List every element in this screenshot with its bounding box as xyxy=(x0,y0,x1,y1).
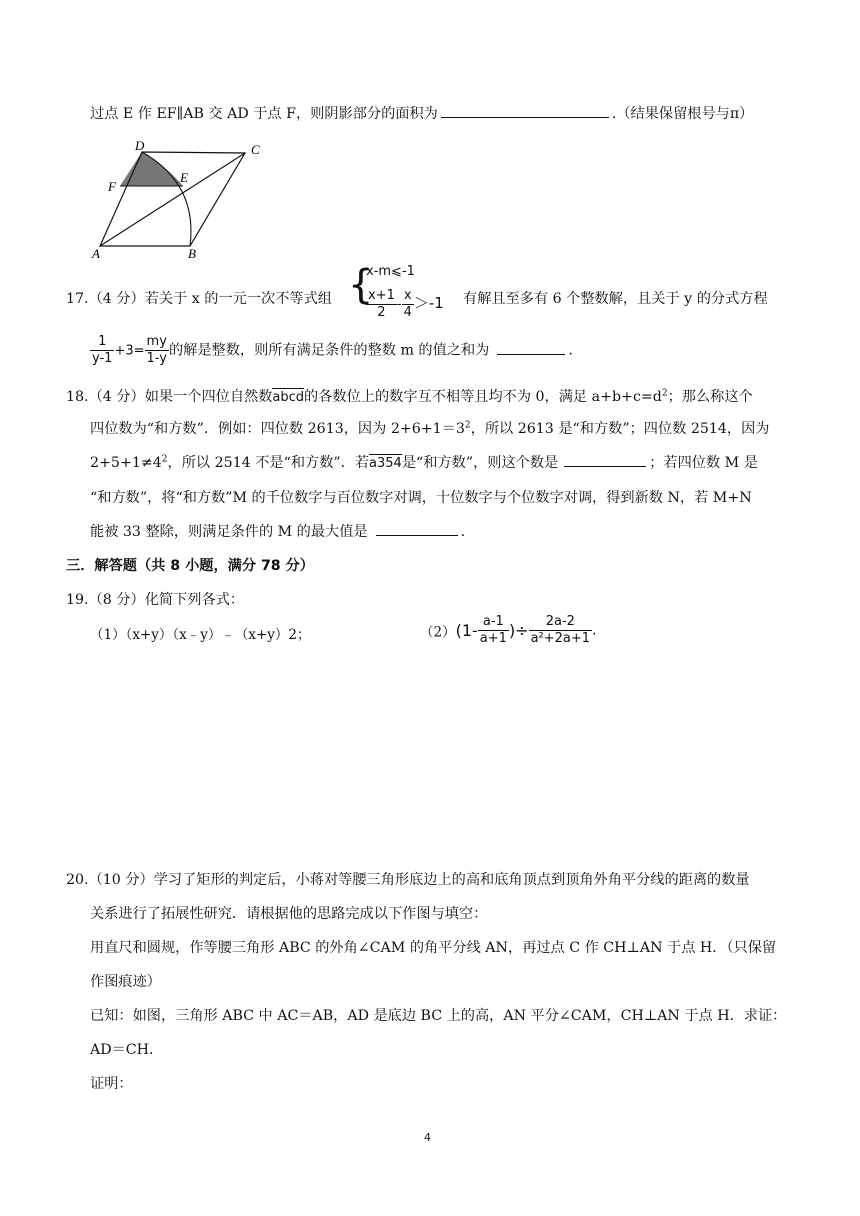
q18-answer-blank-1[interactable] xyxy=(564,452,646,467)
eq-frac2-num: my xyxy=(145,334,169,351)
ineq2-rhs: ＞-1 xyxy=(413,294,444,312)
q18-text-5b: . xyxy=(460,524,466,540)
q20-line7: 证明： xyxy=(90,1076,133,1092)
q19-f2-num: 2a-2 xyxy=(529,614,592,631)
ineq2-frac1-den: 2 xyxy=(377,305,386,320)
q20-line4: 作图痕迹） xyxy=(90,974,161,990)
q17-text1: 若关于 x 的一元一次不等式组 xyxy=(144,291,332,307)
ineq2-frac2-den: 4 xyxy=(403,305,412,320)
q20-line3: 用直尺和圆规，作等腰三角形 ABC 的外角∠CAM 的角平分线 AN，再过点 C 作 CH⊥AN 于点 H．（只保留 xyxy=(90,940,777,956)
q20-text-1: 学习了矩形的判定后，小蒋对等腰三角形底边上的高和底角顶点到顶角外角平分线的距离的数量 xyxy=(153,872,750,888)
q18-score: （4 分） xyxy=(88,389,145,405)
q17-text3: 的解是整数，则所有满足条件的整数 m 的值之和为 xyxy=(168,342,490,359)
eq-mid: +3= xyxy=(114,343,145,359)
q18-line1 xyxy=(66,386,753,406)
q17-answer-blank[interactable] xyxy=(497,340,565,355)
q20-line1 xyxy=(66,869,750,889)
q20-line5: 已知：如图，三角形 ABC 中 AC＝AB，AD 是底边 BC 上的高，AN 平分∠CAM，CH⊥AN 于点 H．求证： xyxy=(90,1008,787,1024)
inequality-2 xyxy=(366,288,444,321)
system-brace: { xyxy=(348,262,374,308)
ineq2-frac1-num: x+1 xyxy=(368,288,395,303)
label-e: E xyxy=(180,170,188,185)
q19-p2-end: . xyxy=(592,622,597,639)
q19-score: （8 分） xyxy=(88,592,145,608)
q18-line5 xyxy=(90,521,465,541)
eq-frac1-den: y-1 xyxy=(92,351,113,366)
q18-text-5a: 能被 33 整除，则满足条件的 M 的最大值是 xyxy=(90,524,368,540)
q18-line3 xyxy=(90,452,758,472)
q18-line4: “和方数”，将“和方数”M 的千位数字与百位数字对调，十位数字与个位数字对调，得到新数 N，若 M+N xyxy=(90,490,752,506)
q18-text-3b: ，所以 2514 不是“和方数”．若 xyxy=(167,455,370,471)
q17-line1 xyxy=(66,288,332,308)
q18-sup-3: 2 xyxy=(161,454,168,465)
label-f: F xyxy=(108,179,116,194)
label-d: D xyxy=(135,138,145,153)
q19-part2 xyxy=(420,614,596,647)
q19-part1: （1）（x+y）（x﹣y）﹣（x+y）2； xyxy=(90,627,311,643)
q18-answer-blank-2[interactable] xyxy=(376,521,458,536)
q18-text-1c: ；那么称这个 xyxy=(667,389,753,405)
ineq2-minus: - xyxy=(396,297,402,312)
q19-f1-num: a-1 xyxy=(478,614,509,631)
q18-number: 18. xyxy=(66,389,89,405)
q19-text: 化简下列各式： xyxy=(144,592,245,608)
q16-answer-blank[interactable] xyxy=(441,103,609,118)
q18-text-3c: 是“和方数”，则这个数是 xyxy=(401,455,559,471)
label-a: A xyxy=(92,246,100,260)
eq-frac1-num: 1 xyxy=(90,334,114,351)
overline-a354: a354 xyxy=(369,456,402,471)
q18-text-2b: ，所以 2613 是“和方数”；四位数 2514，因为 xyxy=(470,421,770,437)
overline-abcd: abcd xyxy=(272,390,305,405)
q16-note: .（结果保留根号与π） xyxy=(611,106,754,122)
label-b: B xyxy=(188,246,196,260)
q19-p2-close: )÷ xyxy=(508,621,529,640)
q20-line6: AD＝CH． xyxy=(90,1042,164,1058)
q18-sup-2: 2 xyxy=(464,420,471,431)
q19-p2-open: (1- xyxy=(455,621,478,640)
label-c: C xyxy=(251,142,260,157)
q16-text: 过点 E 作 EF∥AB 交 AD 于点 F，则阴影部分的面积为 xyxy=(90,106,438,122)
q20-score: （10 分） xyxy=(88,872,154,888)
q18-text-1b: 的各数位上的数字互不相等且均不为 0，满足 a+b+c=d xyxy=(304,389,662,405)
q16-tail-line xyxy=(90,103,753,123)
q17-text2: 有解且至多有 6 个整数解，且关于 y 的分式方程 xyxy=(463,291,768,307)
q20-number: 20. xyxy=(66,872,89,888)
section-3-title: 三．解答题（共 8 小题，满分 78 分） xyxy=(66,558,314,574)
q17-number: 17. xyxy=(66,291,89,307)
rhombus-figure xyxy=(88,134,268,260)
q19-number: 19. xyxy=(66,592,89,608)
q19-f2-den: a²+2a+1 xyxy=(530,631,591,646)
q18-text-3a: 2+5+1≠4 xyxy=(90,455,162,471)
diagonal-ac xyxy=(100,153,245,246)
ineq2-frac2-num: x xyxy=(402,288,414,305)
eq-frac2-den: 1-y xyxy=(146,351,167,366)
q18-text-1a: 如果一个四位自然数 xyxy=(144,389,273,405)
q18-sup-1: 2 xyxy=(661,388,668,399)
q17-text4: . xyxy=(568,342,573,359)
q18-line2 xyxy=(90,418,770,438)
q19-line1 xyxy=(66,589,244,609)
q20-line2: 关系进行了拓展性研究．请根据他的思路完成以下作图与填空： xyxy=(90,906,488,922)
q19-part2-label: （2） xyxy=(420,624,456,641)
q19-f1-den: a+1 xyxy=(479,631,507,646)
page-number: 4 xyxy=(424,1131,431,1144)
q17-score: （4 分） xyxy=(88,291,145,307)
q18-text-2a: 四位数为“和方数”．例如：四位数 2613，因为 2+6+1＝3 xyxy=(90,421,465,437)
inequality-1: x-m⩽-1 xyxy=(366,264,415,279)
q18-text-3d: ；若四位数 M 是 xyxy=(649,455,758,471)
q17-line2 xyxy=(90,334,573,367)
